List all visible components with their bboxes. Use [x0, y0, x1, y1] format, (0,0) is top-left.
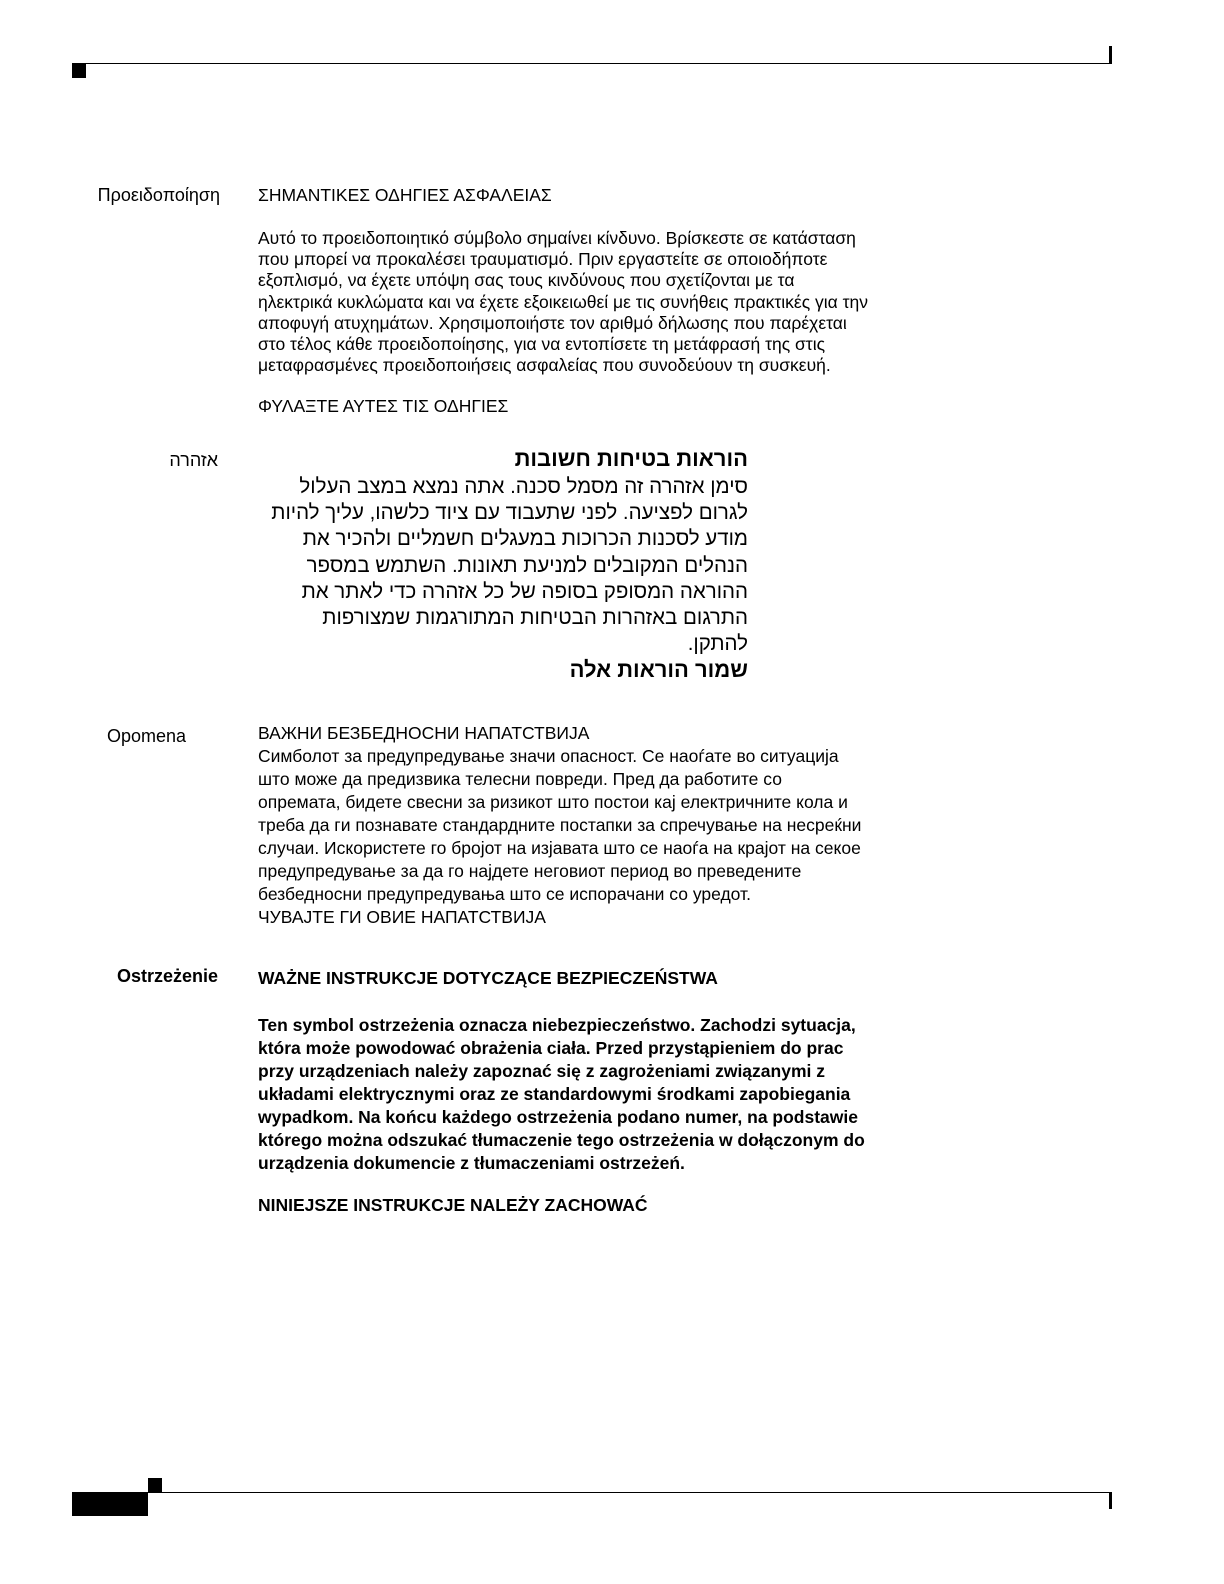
warning-body-hebrew [250, 474, 748, 657]
body-line: מודע לסכנות הכרוכות במעגלים חשמליים ולהכיר את [302, 527, 748, 551]
footer-rule-tick [1109, 1493, 1112, 1509]
body-line: што може да предизвика телесни повреди. Пред да работите со [258, 769, 782, 789]
warning-label-greek: Προειδοποίηση [97, 185, 220, 205]
warning-body-macedonian [258, 722, 918, 929]
header-rule [72, 63, 1112, 64]
footer-marker [148, 1478, 162, 1492]
body-line: ηλεκτρικά κυκλώματα και να έχετε εξοικειωθεί με τις συνήθεις πρακτικές για την [258, 291, 869, 312]
warning-body-greek [258, 228, 918, 376]
warning-heading-hebrew: הוראות בטיחות חשובות [514, 446, 748, 471]
body-line: μεταφρασμένες προειδοποιήσεις ασφαλείας που συνοδεύουν τη συσκευή. [258, 355, 831, 376]
warning-footer-polish: NINIEJSZE INSTRUKCJE NALEŻY ZACHOWAĆ [258, 1195, 648, 1215]
body-line: στο τέλος κάθε προειδοποίησης, για να εντοπίσετε τη μετάφρασή της στις [258, 334, 826, 355]
warning-footer-hebrew: שמור הוראות אלה [569, 657, 748, 682]
body-line: опремата, бидете свесни за ризикот што постои кај електричните кола и [258, 792, 848, 812]
body-line: przy urządzeniach należy zapoznać się z zagrożeniami związanymi z [258, 1061, 825, 1081]
warning-heading-polish: WAŻNE INSTRUKCJE DOTYCZĄCE BEZPIECZEŃSTWA [258, 968, 718, 988]
body-line: случаи. Искористете го бројот на изјавата што се наоѓа на крајот на секое [258, 838, 861, 858]
footer-page-tab [72, 1492, 148, 1516]
body-line: безбедносни предупредувања што се испорачани со уредот. [258, 884, 751, 904]
warning-label-polish: Ostrzeżenie [116, 966, 218, 986]
body-line: urządzenia dokumencie z tłumaczeniami ostrzeżeń. [258, 1153, 685, 1173]
body-line: Симболот за предупредување значи опасност. Се наоѓате во ситуација [258, 746, 839, 766]
body-line: ההוראה המסופק בסופה של כל אזהרה כדי לאתר את [301, 579, 748, 603]
warning-label-macedonian: Opomena [106, 726, 186, 746]
warning-body-polish [258, 1014, 918, 1175]
body-line: którego można odszukać tłumaczenie tego ostrzeżenia w dołączonym do [258, 1130, 865, 1150]
body-line: התרגום באזהרות הבטיחות המתורגמות שמצורפות [322, 606, 748, 630]
body-line: предупредување за да го најдете неговиот период во преведените [258, 861, 802, 881]
warning-heading-macedonian: ВАЖНИ БЕЗБЕДНОСНИ НАПАТСТВИЈА [258, 723, 590, 743]
body-line: która może powodować obrażenia ciała. Przed przystąpieniem do prac [258, 1038, 844, 1058]
body-line: סימן אזהרה זה מסמל סכנה. אתה נמצא במצב העלול [299, 475, 748, 498]
body-line: הנהלים המקובלים למניעת תאונות. השתמש במספר [306, 553, 748, 577]
header-marker [72, 64, 86, 78]
warning-footer-macedonian: ЧУВАЈТЕ ГИ ОВИЕ НАПАТСТВИЈА [258, 907, 546, 927]
body-line: układami elektrycznymi oraz ze standardowymi środkami zapobiegania [258, 1084, 851, 1104]
body-line: wypadkom. Na końcu każdego ostrzeżenia podano numer, na podstawie [258, 1107, 858, 1127]
body-line: להתקן. [687, 632, 748, 656]
footer-rule [148, 1492, 1112, 1493]
body-line: Ten symbol ostrzeżenia oznacza niebezpieczeństwo. Zachodzi sytuacja, [258, 1015, 856, 1035]
body-line: Αυτό το προειδοποιητικό σύμβολο σημαίνει κίνδυνο. Βρίσκεστε σε κατάσταση [258, 228, 856, 248]
warning-footer-greek: ΦΥΛΑΞΤΕ ΑΥΤΕΣ ΤΙΣ ΟΔΗΓΙΕΣ [258, 396, 509, 416]
body-line: που μπορεί να προκαλέσει τραυματισμό. Πριν εργαστείτε σε οποιοδήποτε [258, 249, 828, 270]
body-line: αποφυγή ατυχημάτων. Χρησιμοποιήστε τον αριθμό δήλωσης που παρέχεται [258, 312, 847, 333]
body-line: לגרום לפציעה. לפני שתעבוד עם ציוד כלשהו, עליך להיות [271, 501, 748, 525]
warning-label-hebrew: אזהרה [169, 450, 218, 470]
warning-heading-greek: ΣΗΜΑΝΤΙΚΕΣ ΟΔΗΓΙΕΣ ΑΣΦΑΛΕΙΑΣ [258, 185, 552, 205]
body-line: εξοπλισμό, να έχετε υπόψη σας τους κινδύνους που σχετίζονται με τα [258, 270, 795, 291]
body-line: треба да ги познавате стандардните постапки за спречување на несреќни [258, 815, 862, 835]
header-rule-tick [1109, 46, 1112, 64]
